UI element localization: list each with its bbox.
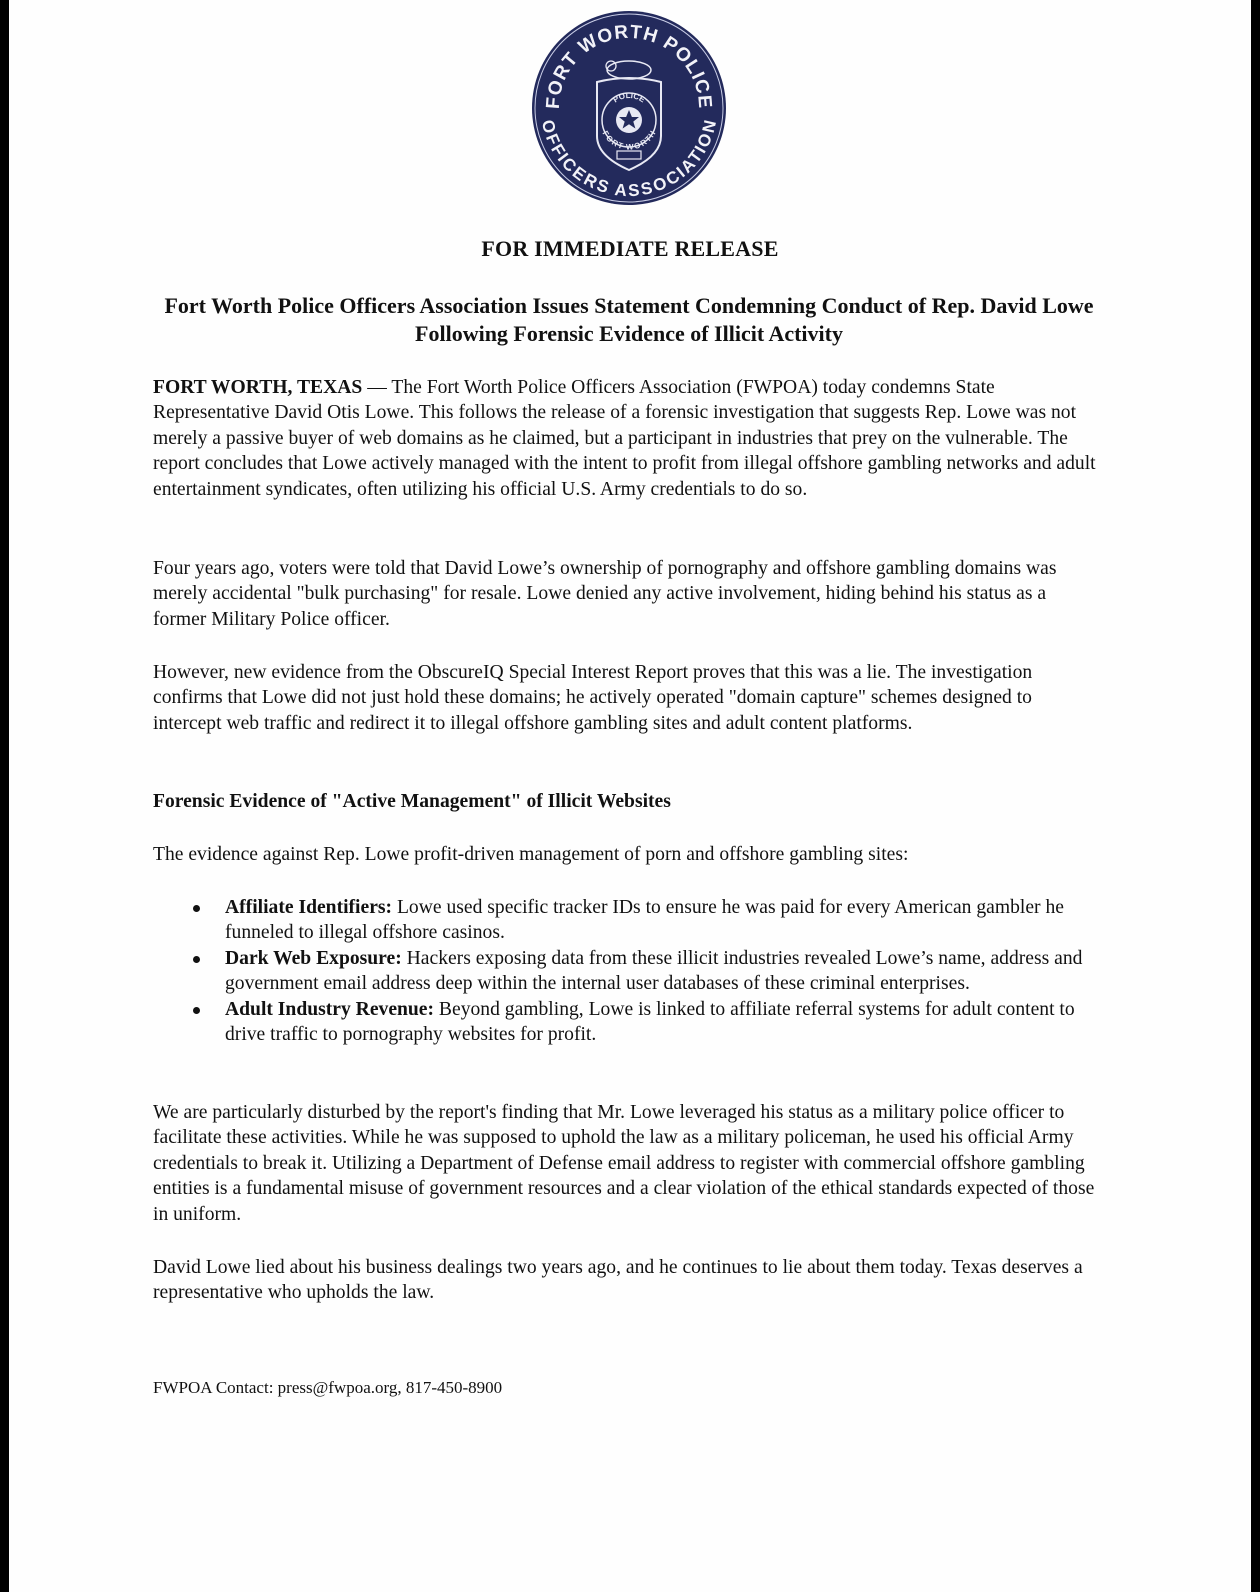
bullet-icon bbox=[193, 1007, 200, 1014]
list-item-text: Lowe used specific tracker IDs to ensure he was paid for every American gambler he funneled to illegal offshore casinos. bbox=[225, 897, 1064, 944]
headline: Fort Worth Police Officers Association Issues Statement Condemning Conduct of Rep. David Lowe Following Forensic Evidence of Illicit Activity bbox=[164, 293, 1094, 346]
paragraph-closing bbox=[153, 1255, 1103, 1306]
press-release-page bbox=[9, 0, 1251, 1592]
svg-text:FORT WORTH POLICE: FORT WORTH POLICE bbox=[542, 21, 716, 110]
paragraph-text: The evidence against Rep. Lowe profit-driven management of porn and offshore gambling sites: bbox=[153, 844, 909, 865]
list-item-label: Dark Web Exposure: bbox=[225, 947, 402, 969]
paragraph-background bbox=[153, 556, 1103, 632]
paragraph-military-misuse bbox=[153, 1100, 1103, 1227]
list-item bbox=[153, 895, 1103, 946]
contact-info: FWPOA Contact: press@fwpoa.org, 817-450-8900 bbox=[153, 1378, 503, 1397]
intro-text: — The Fort Worth Police Officers Association (FWPOA) today condemns State Representative David Otis Lowe. This follows the release of a forensic investigation that suggests Rep. Lowe was not merely a passive buyer of web domains as he claimed, but a participant in industries that prey on the vulnerable. The report concludes that Lowe actively managed with the intent to profit from illegal offshore gambling networks and adult entertainment syndicates, often utilizing his official U.S. Army credentials to do so. bbox=[153, 377, 1096, 500]
svg-text:POLICE: POLICE bbox=[611, 90, 647, 105]
svg-text:OFFICERS ASSOCIATION: OFFICERS ASSOCIATION bbox=[537, 117, 721, 201]
list-item-label: Adult Industry Revenue: bbox=[225, 998, 435, 1020]
intro-paragraph bbox=[153, 375, 1103, 502]
svg-text:FORT WORTH: FORT WORTH bbox=[600, 129, 658, 152]
list-item bbox=[153, 997, 1103, 1048]
paragraph-text: Four years ago, voters were told that David Lowe’s ownership of pornography and offshore gambling domains was merely accidental "bulk purchasing" for resale. Lowe denied any active involvement, hiding behind his status as a former Military Police officer. bbox=[153, 558, 1057, 630]
fwpoa-logo bbox=[529, 8, 729, 208]
paragraph-text: However, new evidence from the ObscureIQ Special Interest Report proves that this was a lie. The investigation confirms that Lowe did not just hold these domains; he actively operated "domain capture" schemes designed to intercept web traffic and redirect it to illegal offshore gambling sites and adult content platforms. bbox=[153, 662, 1033, 734]
bullet-icon bbox=[193, 956, 200, 963]
list-item-text: Beyond gambling, Lowe is linked to affiliate referral systems for adult content to drive traffic to pornography websites for profit. bbox=[225, 998, 1075, 1046]
paragraph-evidence-intro bbox=[153, 842, 1103, 867]
evidence-list bbox=[153, 895, 1103, 1047]
bullet-icon bbox=[193, 905, 200, 912]
paragraph-new-evidence bbox=[153, 660, 1103, 736]
list-item-label: Affiliate Identifiers: bbox=[225, 897, 393, 918]
dateline: FORT WORTH, TEXAS bbox=[153, 377, 363, 398]
list-item bbox=[153, 946, 1103, 997]
paragraph-text: David Lowe lied about his business dealings two years ago, and he continues to lie about them today. Texas deserves a representative who upholds the law. bbox=[153, 1257, 1083, 1304]
release-label: FOR IMMEDIATE RELEASE bbox=[481, 236, 779, 261]
list-item-text: Hackers exposing data from these illicit industries revealed Lowe’s name, address and government email address deep within the internal user databases of these criminal enterprises. bbox=[225, 947, 1083, 995]
police-badge-seal-icon bbox=[529, 8, 729, 208]
section-subheading: Forensic Evidence of "Active Management" of Illicit Websites bbox=[153, 791, 671, 812]
paragraph-text: We are particularly disturbed by the report's finding that Mr. Lowe leveraged his status as a military police officer to facilitate these activities. While he was supposed to uphold the law as a military policeman, he used his official Army credentials to break it. Utilizing a Department of Defense email address to register with commercial offshore gambling entities is a fundamental misuse of government resources and a clear violation of the ethical standards expected of those in uniform. bbox=[153, 1102, 1095, 1225]
